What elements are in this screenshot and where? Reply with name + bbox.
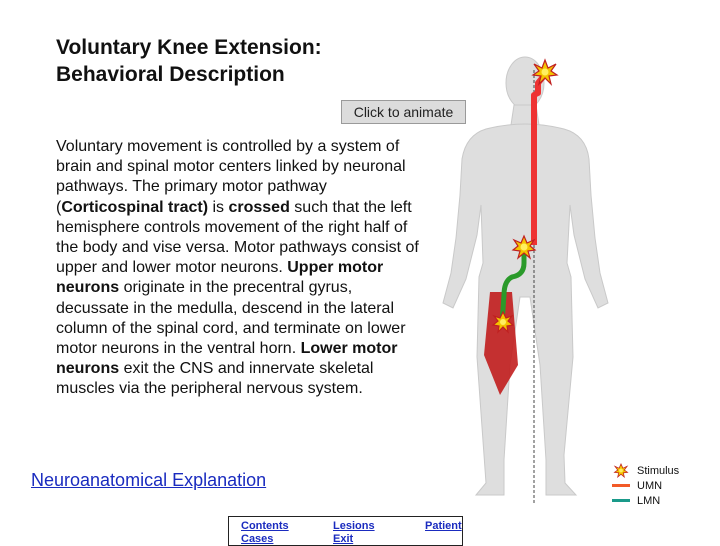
- body-figure: [440, 55, 700, 505]
- description-bold-4: Lower motor neurons: [56, 340, 398, 378]
- legend-label-umn: UMN: [637, 479, 663, 492]
- star-burst-icon: [612, 463, 630, 478]
- description-bold-1: Corticospinal tract): [61, 198, 209, 216]
- description-bold-2: crossed: [228, 198, 290, 216]
- nav-patient-link[interactable]: Patient: [425, 520, 462, 532]
- title-line-2: Behavioral Description: [56, 63, 285, 86]
- description-part-1: Voluntary movement is controlled by a system of brain and spinal motor centers linked by neuronal pathways. The primary motor pathway (: [56, 138, 406, 216]
- bottom-nav: [228, 516, 463, 546]
- description-part-5: exit the CNS and innervate skeletal muscles via the peripheral nervous system.: [56, 360, 374, 398]
- description-text: [56, 137, 422, 400]
- red-line-icon: [612, 478, 630, 493]
- description-part-3: such that the left hemisphere controls movement of the right half of the body and vise versa. Motor pathways consist of upper and lower motor neurons.: [56, 198, 419, 277]
- nav-lesions-link[interactable]: Lesions: [333, 520, 375, 532]
- body-silhouette: [443, 57, 608, 495]
- legend-item-stimulus: [612, 463, 679, 478]
- legend-item-umn: [612, 478, 679, 493]
- neuroanatomical-explanation-link[interactable]: Neuroanatomical Explanation: [31, 470, 267, 490]
- legend: [612, 463, 679, 508]
- legend-item-lmn: [612, 493, 679, 508]
- description-bold-3: Upper motor neurons: [56, 259, 384, 297]
- description-part-4: originate in the precentral gyrus, decussate in the medulla, descend in the lateral column of the spinal cord, and terminate on lower motor neurons in the ventral horn.: [56, 279, 406, 358]
- nav-contents-link[interactable]: Contents: [241, 520, 289, 532]
- title-line-1: Voluntary Knee Extension:: [56, 36, 322, 59]
- nav-exit-link[interactable]: Exit: [333, 533, 354, 545]
- nav-cases-link[interactable]: Cases: [241, 533, 274, 545]
- legend-label-lmn: LMN: [637, 494, 661, 507]
- teal-line-icon: [612, 493, 630, 508]
- page-title: [56, 34, 322, 88]
- animate-button[interactable]: Click to animate: [341, 100, 466, 124]
- description-part-2: is: [208, 198, 229, 216]
- legend-label-stimulus: Stimulus: [637, 464, 680, 477]
